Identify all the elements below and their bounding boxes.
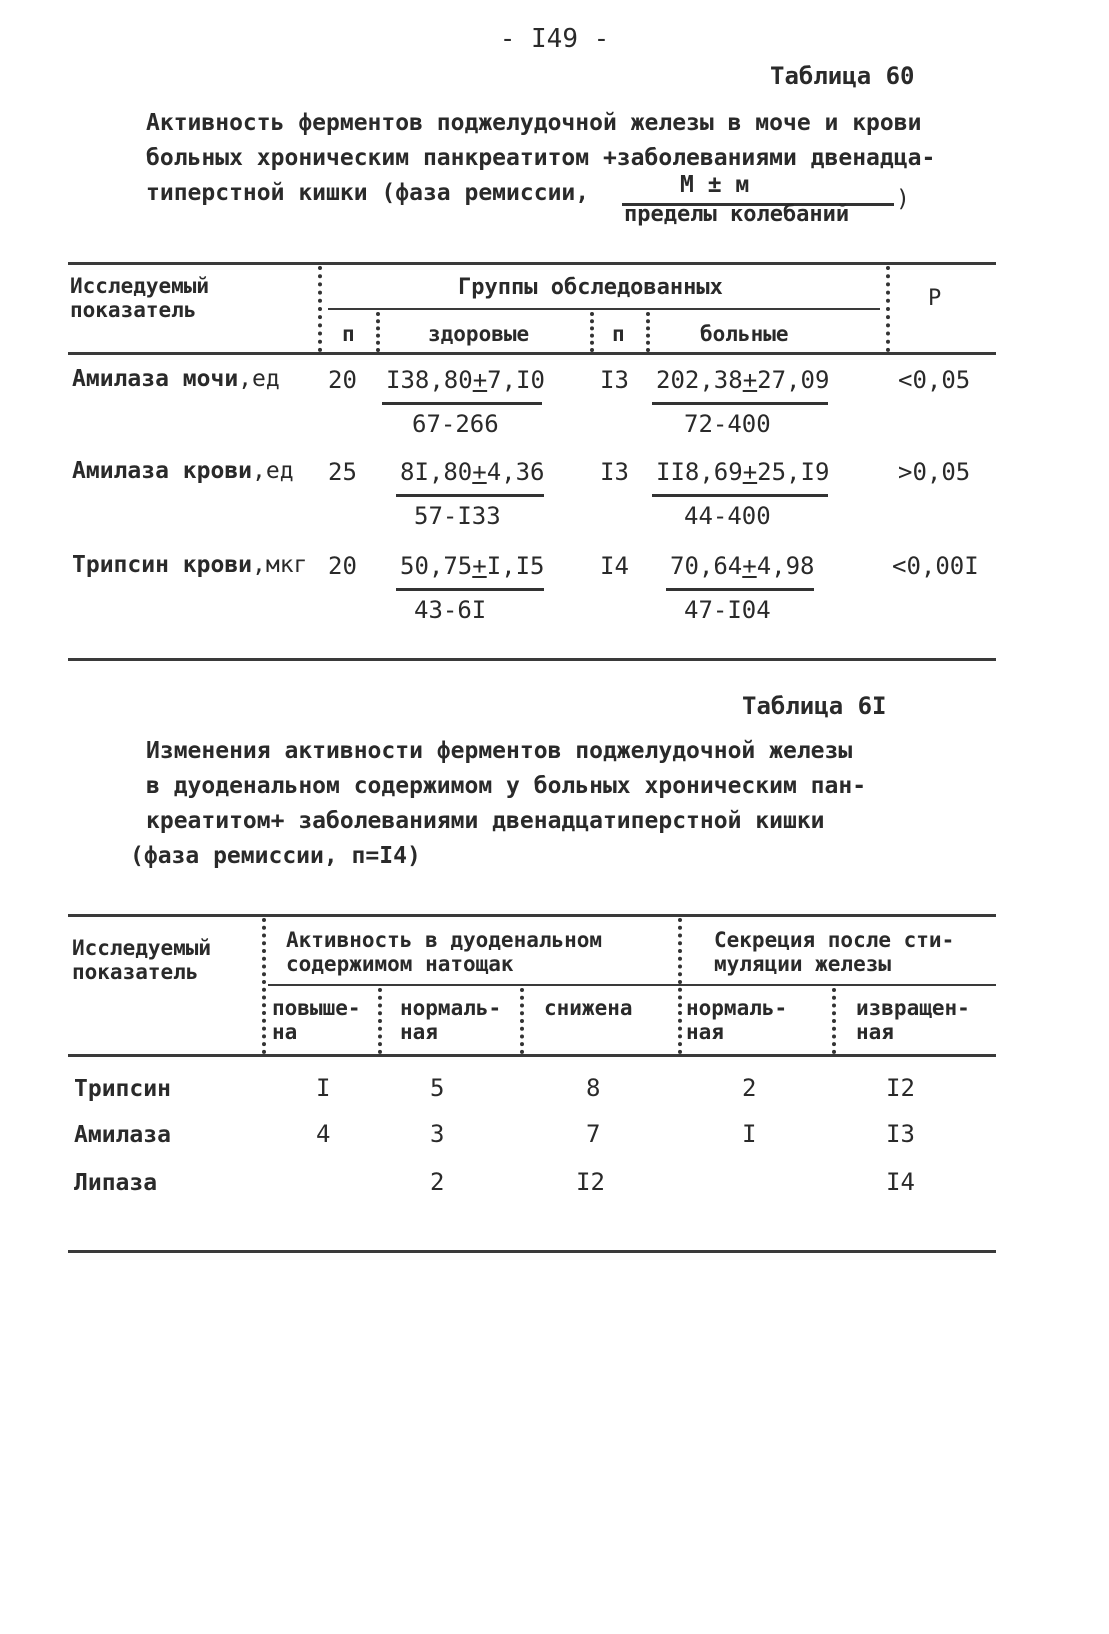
n-patients: I3 [600,366,629,394]
patients-mean [656,458,829,486]
patients-mean [656,366,829,394]
caption-fraction-numerator: M ± м [680,172,750,198]
row-label [72,552,307,578]
row-label: Липаза [74,1170,158,1196]
header-perverted [856,996,970,1044]
plus-minus: + [472,366,488,394]
mean-value: 8I,80 [400,458,473,486]
p-value: >0,05 [898,458,971,486]
header-indicator-line: показатель [72,960,199,984]
fraction-bar [652,402,828,405]
column-divider [318,266,322,352]
fraction-bar [396,588,544,591]
column-divider [886,266,890,352]
healthy-range: 67-266 [412,410,499,438]
caption-fraction-denominator: пределы колебаний [624,202,850,227]
caption-line: больных хроническим панкреатитом +заболеваниями двенадца- [146,145,936,171]
cell-perverted: I4 [886,1168,915,1196]
table-60-label: Таблица 60 [770,62,915,90]
header-indicator-line: Исследуемый [70,274,210,298]
error-value: 25,I9 [757,458,830,486]
error-value: 4,36 [486,458,545,486]
error-value: 7,I0 [487,366,545,394]
header-normal-line: нормаль- [400,996,502,1020]
row-label: Амилаза [74,1122,171,1148]
healthy-range: 43-6I [414,596,487,624]
page-number: - I49 - [499,24,610,54]
n-healthy: 25 [328,458,357,486]
mean-value: II8,69 [656,458,743,486]
caption-line: Изменения активности ферментов поджелудочной железы [146,738,853,764]
fraction-bar [652,494,828,497]
cell-normal: 2 [430,1168,445,1196]
column-divider [520,988,524,1054]
header-secretion-line: муляции железы [714,952,892,976]
patients-mean [670,552,815,580]
plus-minus: + [742,552,757,580]
header-perverted-line: ная [856,1020,894,1044]
n-patients: I4 [600,552,629,580]
header-increased-line: на [272,1020,298,1044]
table-60-caption [146,106,1026,211]
plus-minus: + [472,458,487,486]
mean-value: 70,64 [670,552,743,580]
row-label-unit: ,ед [238,366,280,392]
header-perverted-line: извращен- [856,996,970,1020]
table-60-header-rule [68,352,996,355]
healthy-range: 57-I33 [414,502,501,530]
cell-increased: I [316,1074,331,1102]
header-indicator [70,274,209,322]
row-label-unit: ,мкг [252,552,308,578]
header-groups: Группы обследованных [458,275,723,300]
column-divider [262,918,266,1054]
header-activity-line: содержимом натощак [286,952,514,976]
caption-line: (фаза ремиссии, п=I4) [130,843,421,869]
mean-value: I38,80 [386,366,473,394]
cell-increased: 4 [316,1120,331,1148]
plus-minus: + [742,366,758,394]
n-healthy: 20 [328,552,357,580]
header-normal-line: ная [400,1020,438,1044]
cell-normal: 3 [430,1120,445,1148]
caption-fraction-close: ) [896,186,910,212]
fraction-bar [382,402,542,405]
column-divider [378,988,382,1054]
header-increased-line: повыше- [272,996,361,1020]
table-60-groups-rule [328,308,880,310]
header-indicator-line: Исследуемый [72,936,212,960]
cell-perverted: I2 [886,1074,915,1102]
header-normal [400,996,501,1044]
header-healthy: здоровые [428,322,530,346]
column-divider [590,312,594,352]
column-divider [376,312,380,352]
table-61-caption [130,734,966,874]
header-sec-normal-line: ная [686,1020,724,1044]
row-label-unit: ,ед [252,458,294,484]
cell-decreased: 7 [586,1120,601,1148]
n-patients: I3 [600,458,629,486]
column-divider [832,988,836,1054]
p-value: <0,05 [898,366,971,394]
caption-line: типерстной кишки (фаза ремиссии, [146,180,590,206]
plus-minus: + [742,458,758,486]
error-value: 27,09 [757,366,830,394]
plus-minus: + [472,552,487,580]
row-label-name: Амилаза мочи [72,366,239,392]
cell-decreased: 8 [586,1074,601,1102]
row-label [72,366,280,392]
column-divider [646,312,650,352]
header-sec-normal [686,996,787,1044]
header-indicator-line: показатель [70,298,197,322]
header-patients: больные [700,322,789,346]
table-60-top-rule [68,262,996,265]
fraction-bar [396,494,544,497]
cell-perverted: I3 [886,1120,915,1148]
header-n: п [612,322,625,346]
header-sec-normal-line: нормаль- [686,996,788,1020]
row-label [72,458,294,484]
cell-decreased: I2 [576,1168,605,1196]
table-61-bottom-rule [68,1250,996,1253]
header-activity-line: Активность в дуоденальном [286,928,603,952]
mean-value: 202,38 [656,366,743,394]
table-60-bottom-rule [68,658,996,661]
healthy-mean [400,552,545,580]
healthy-mean [400,458,545,486]
column-divider [678,918,682,1054]
header-secretion-line: Секреция после сти- [714,928,955,952]
cell-sec-normal: 2 [742,1074,757,1102]
caption-line: в дуоденальном содержимом у больных хроническим пан- [146,773,867,799]
mean-value: 50,75 [400,552,473,580]
cell-normal: 5 [430,1074,445,1102]
fraction-bar [666,588,814,591]
patients-range: 44-400 [684,502,771,530]
row-label-name: Амилаза крови [72,458,253,484]
header-increased [272,996,361,1044]
header-decreased: снижена [544,996,633,1020]
cell-sec-normal: I [742,1120,757,1148]
healthy-mean [386,366,545,394]
caption-line: креатитом+ заболеваниями двенадцатиперстной кишки [146,808,825,834]
caption-line: Активность ферментов поджелудочной железы в моче и крови [146,110,922,136]
header-indicator [72,936,211,984]
table-61-top-rule [68,914,996,917]
row-label: Трипсин [74,1076,171,1102]
error-value: I,I5 [486,552,545,580]
header-secretion [714,928,954,976]
row-label-name: Трипсин крови [72,552,253,578]
p-value: <0,00I [892,552,979,580]
table-61-header-rule [68,1054,996,1057]
table-61-label: Таблица 6I [742,692,887,720]
header-activity [286,928,602,976]
patients-range: 47-I04 [684,596,771,624]
patients-range: 72-400 [684,410,771,438]
error-value: 4,98 [756,552,815,580]
n-healthy: 20 [328,366,357,394]
table-61-subheader-rule [268,984,996,986]
header-p: P [928,286,942,311]
header-n: п [342,322,355,346]
